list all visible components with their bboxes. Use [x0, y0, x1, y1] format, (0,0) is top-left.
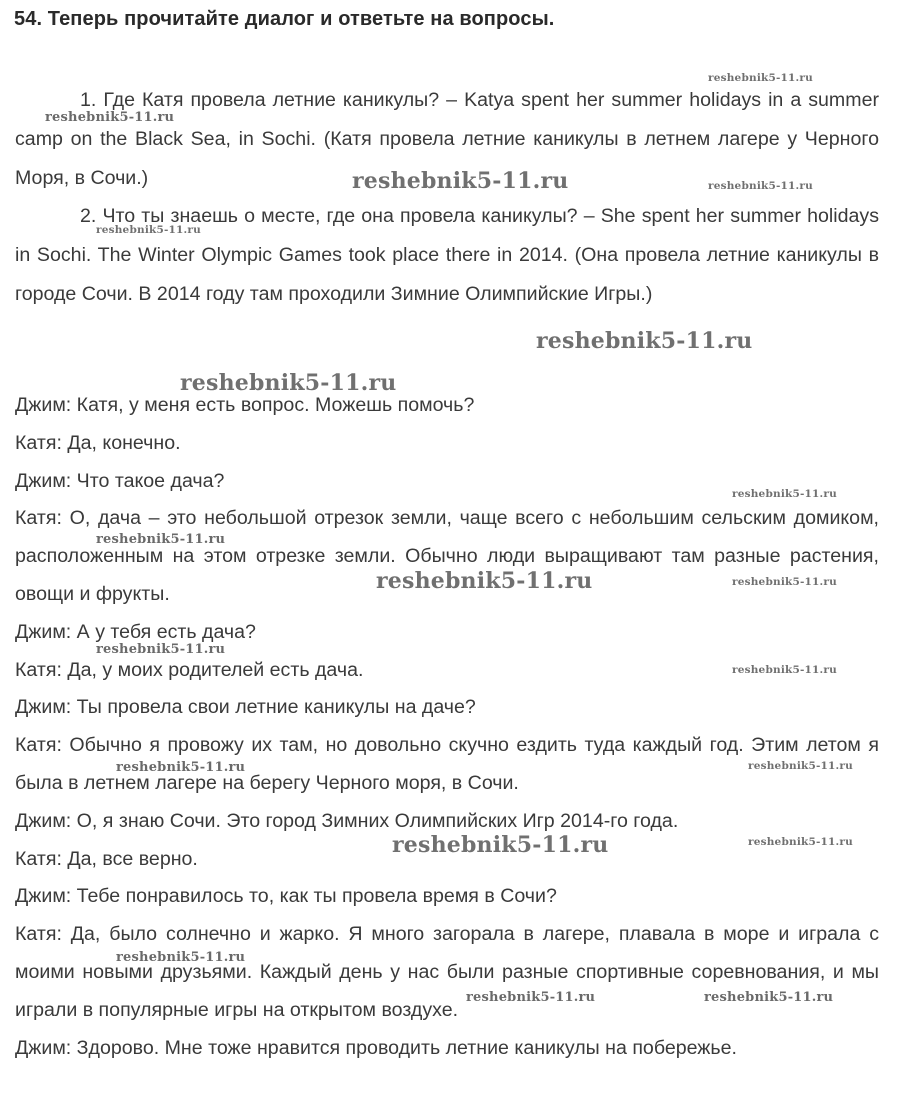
- answer-1: 1. Где Катя провела летние каникулы? – Katya spent her summer holidays in a summer camp on the Black Sea, in Sochi. (Катя провела летние каникулы в летнем лагере у Черного Моря, в Сочи.): [15, 89, 879, 189]
- dialog-line-katya-4: Катя: Обычно я провожу их там, но довольно скучно ездить туда каждый год. Этим летом я была в летнем лагере на берегу Черного моря, в Сочи.: [15, 734, 879, 794]
- dialog-line-jim-1: Джим: Катя, у меня есть вопрос. Можешь помочь?: [15, 394, 475, 416]
- dialog-line-jim-2: Джим: Что такое дача?: [15, 469, 225, 492]
- answer-2: 2. Что ты знаешь о месте, где она провела каникулы? – She spent her summer holidays in Sochi. The Winter Olympic Games took place there in 2014. (Она провела летние каникулы в городе Сочи. В 2014 году там проходили Зимние Олимпийские Игры.): [15, 205, 879, 305]
- dialog-line-jim-5: Джим: О, я знаю Сочи. Это город Зимних Олимпийских Игр 2014-го года.: [15, 809, 679, 832]
- dialog-line-jim-6: Джим: Тебе понравилось то, как ты провела время в Сочи?: [15, 885, 557, 908]
- dialog-line-jim-4: Джим: Ты провела свои летние каникулы на даче?: [15, 696, 476, 719]
- watermark: reshebnik5-11.ru: [45, 110, 175, 125]
- watermark: reshebnik5-11.ru: [392, 832, 609, 858]
- dialog-line-katya-6: Катя: Да, было солнечно и жарко. Я много загорала в лагере, плавала в море и играла с моими новыми друзьями. Каждый день у нас были разные спортивные соревнования, и мы играли в популярные игры на открытом воздухе.: [15, 923, 879, 1021]
- watermark: reshebnik5-11.ru: [352, 168, 569, 194]
- dialog-line-jim-7: Джим: Здорово. Мне тоже нравится проводить летние каникулы на побережье.: [15, 1036, 737, 1059]
- watermark: reshebnik5-11.ru: [180, 370, 397, 396]
- watermark: reshebnik5-11.ru: [376, 568, 593, 594]
- exercise-heading: 54. Теперь прочитайте диалог и ответьте на вопросы.: [14, 8, 555, 30]
- dialog-line-katya-2: Катя: О, дача – это небольшой отрезок земли, чаще всего с небольшим сельским домиком, расположенным на этом отрезке земли. Обычно люди выращивают там разные растения, овощи и фрукты.: [15, 507, 879, 605]
- watermark: reshebnik5-11.ru: [96, 642, 226, 657]
- watermark: reshebnik5-11.ru: [116, 760, 246, 775]
- dialog-line-katya-5: Катя: Да, все верно.: [15, 847, 198, 870]
- watermark: reshebnik5-11.ru: [116, 950, 246, 965]
- dialog-line-jim-3: Джим: А у тебя есть дача?: [15, 620, 256, 643]
- watermark: reshebnik5-11.ru: [466, 990, 596, 1005]
- watermark: reshebnik5-11.ru: [732, 488, 837, 500]
- watermark: reshebnik5-11.ru: [748, 760, 853, 772]
- watermark: reshebnik5-11.ru: [96, 532, 226, 547]
- watermark: reshebnik5-11.ru: [96, 224, 201, 236]
- dialog-line-katya-1: Катя: Да, конечно.: [15, 431, 181, 454]
- watermark: reshebnik5-11.ru: [536, 328, 753, 354]
- watermark: reshebnik5-11.ru: [732, 576, 837, 588]
- watermark: reshebnik5-11.ru: [708, 180, 813, 192]
- watermark: reshebnik5-11.ru: [704, 990, 834, 1005]
- dialog-line-katya-3: Катя: Да, у моих родителей есть дача.: [15, 658, 364, 681]
- watermark: reshebnik5-11.ru: [732, 664, 837, 676]
- watermark: reshebnik5-11.ru: [748, 836, 853, 848]
- watermark: reshebnik5-11.ru: [708, 72, 813, 84]
